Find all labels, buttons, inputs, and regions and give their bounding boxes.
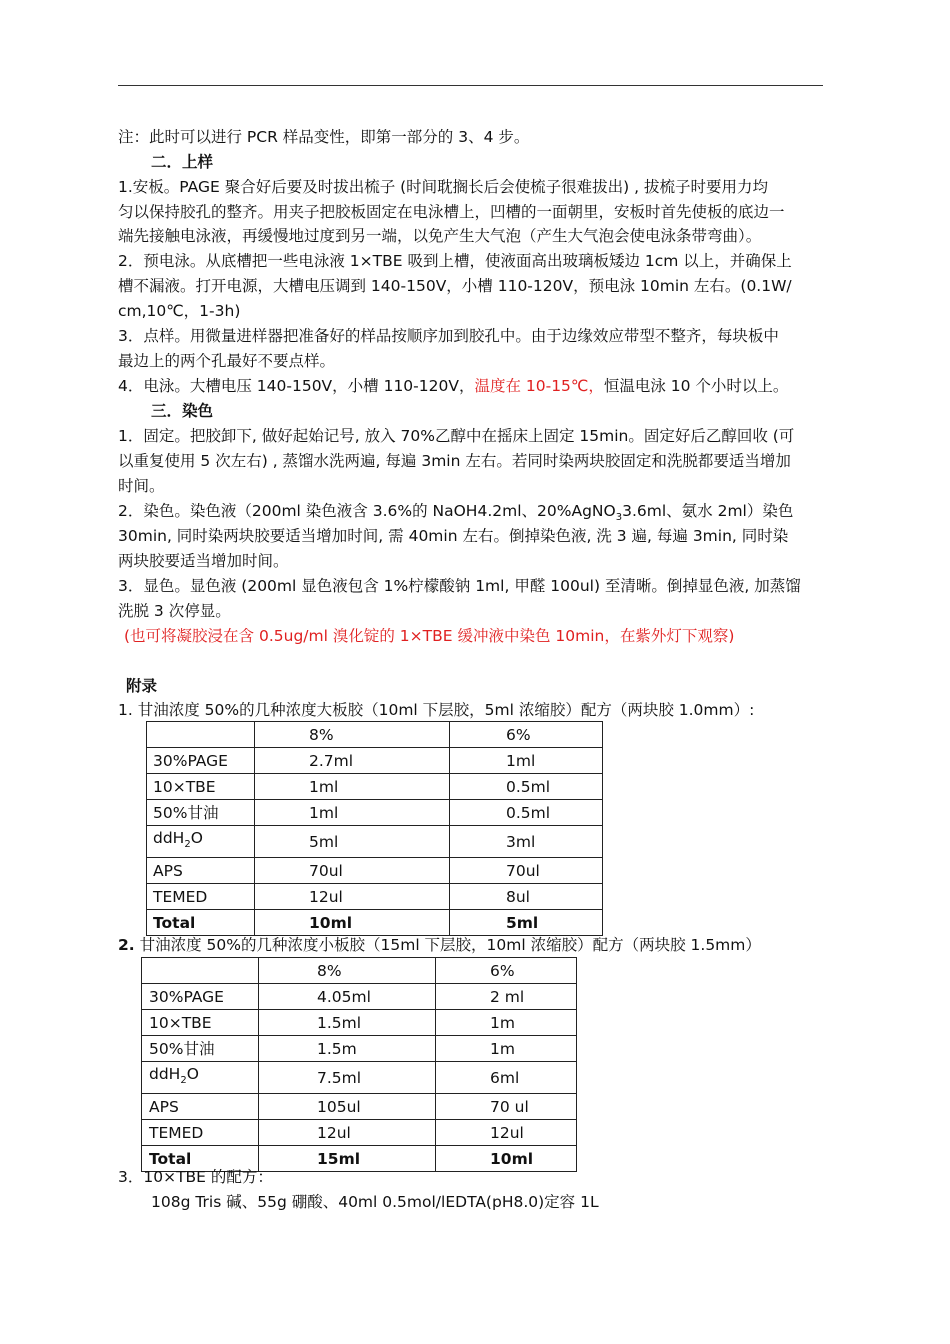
step4-line: 4．电泳。大槽电压 140-150V，小槽 110-120V，温度在 10-15℃，恒温电泳 10 个小时以上。 — [118, 377, 789, 395]
text-line: 两块胶要适当增加时间。 — [118, 552, 289, 570]
table-cell: APS — [147, 858, 255, 884]
text-line: 以重复使用 5 次左右) , 蒸馏水洗两遍, 每遍 3min 左右。若同时染两块胶固定和洗脱都要适当增加 — [118, 452, 791, 470]
table-cell: 105ul — [259, 1094, 436, 1120]
table-cell: 1m — [436, 1010, 577, 1036]
large-gel-recipe-table — [146, 721, 603, 936]
text-line: 匀以保持胶孔的整齐。用夹子把胶板固定在电泳槽上，凹槽的一面朝里，安板时首先使板的底边一 — [118, 203, 785, 221]
stain-line: 2．染色。染色液（200ml 染色液含 3.6%的 NaOH4.2ml、20%AgNO$_3$3.6ml、氨水 2ml）染色 — [118, 502, 794, 524]
table-cell: 70 ul — [436, 1094, 577, 1120]
table-cell: 10×TBE — [147, 774, 255, 800]
table-cell: 70ul — [255, 858, 450, 884]
table-row — [147, 774, 603, 800]
section-title-staining: 三．染色 — [151, 402, 214, 420]
table-cell: Total — [147, 910, 255, 936]
text-line: 1.安板。PAGE 聚合好后要及时拔出梳子 (时间耽搁长后会使梳子很难拔出) , 拔梳子时要用力均 — [118, 178, 769, 196]
table-cell: 70ul — [450, 858, 603, 884]
table-cell: 5ml — [450, 910, 603, 936]
table-cell: 8ul — [450, 884, 603, 910]
text-line: 30min, 同时染两块胶要适当增加时间, 需 40min 左右。倒掉染色液, 洗 3 遍, 每遍 3min, 同时染 — [118, 527, 789, 545]
note-line: 注：此时可以进行 PCR 样品变性，即第一部分的 3、4 步。 — [118, 128, 530, 146]
table-cell: 7.5ml — [259, 1062, 436, 1094]
table2-caption: 2. 甘油浓度 50%的几种浓度小板胶（15ml 下层胶，10ml 浓缩胶）配方（两块胶 1.5mm） — [118, 936, 761, 954]
table-cell: 5ml — [255, 826, 450, 858]
table-cell: 50%甘油 — [147, 800, 255, 826]
uv-staining-note: (也可将凝胶浸在含 0.5ug/ml 溴化锭的 1×TBE 缓冲液中染色 10min，在紫外灯下观察) — [124, 627, 735, 645]
table-row — [142, 1010, 577, 1036]
table-row — [142, 1120, 577, 1146]
tbe-recipe-text: 108g Tris 碱、55g 硼酸、40ml 0.5mol/lEDTA(pH8.0)定容 1L — [151, 1193, 599, 1211]
table-cell: 30%PAGE — [142, 984, 259, 1010]
small-gel-recipe-table — [141, 957, 577, 1172]
table-cell: 6ml — [436, 1062, 577, 1094]
appendix-title: 附录 — [126, 677, 158, 695]
table-row — [142, 984, 577, 1010]
text-line: 1．固定。把胶卸下, 做好起始记号, 放入 70%乙醇中在摇床上固定 15min。固定好后乙醇回收 (可 — [118, 427, 795, 445]
table-total-row — [147, 910, 603, 936]
table-cell: 8% — [259, 958, 436, 984]
table-cell: 12ul — [259, 1120, 436, 1146]
table-cell: 1.5m — [259, 1036, 436, 1062]
table-cell: 6% — [450, 722, 603, 748]
text-line: 最边上的两个孔最好不要点样。 — [118, 352, 336, 370]
table-cell: 0.5ml — [450, 800, 603, 826]
table-cell: Total — [142, 1146, 259, 1172]
table-cell: 12ul — [436, 1120, 577, 1146]
table-cell: 1ml — [255, 774, 450, 800]
table-cell: 10×TBE — [142, 1010, 259, 1036]
section-title-loading: 二．上样 — [151, 153, 214, 171]
table1-caption: 1. 甘油浓度 50%的几种浓度大板胶（10ml 下层胶，5ml 浓缩胶）配方（两块胶 1.0mm）: — [118, 701, 755, 719]
table-row — [147, 884, 603, 910]
text-line: 洗脱 3 次停显。 — [118, 602, 231, 620]
table-cell — [142, 958, 259, 984]
table-row — [142, 1062, 577, 1094]
table-cell: 1ml — [255, 800, 450, 826]
table-row — [142, 1036, 577, 1062]
text-line: 3．显色。显色液 (200ml 显色液包含 1%柠檬酸钠 1ml, 甲醛 100ul) 至清晰。倒掉显色液, 加蒸馏 — [118, 577, 801, 595]
text-line: 3．点样。用微量进样器把准备好的样品按顺序加到胶孔中。由于边缘效应带型不整齐，每块板中 — [118, 327, 779, 345]
table-cell: 3ml — [450, 826, 603, 858]
table-cell: 4.05ml — [259, 984, 436, 1010]
table-header-row — [147, 722, 603, 748]
table-cell: 8% — [255, 722, 450, 748]
table-row — [147, 800, 603, 826]
table-row — [147, 858, 603, 884]
table-cell: 10ml — [255, 910, 450, 936]
table-cell: 2.7ml — [255, 748, 450, 774]
table-cell: 6% — [436, 958, 577, 984]
table-cell: 30%PAGE — [147, 748, 255, 774]
text-line: cm,10℃，1-3h) — [118, 302, 241, 320]
table-cell: ddH$_2$O — [147, 826, 255, 858]
table-row — [147, 826, 603, 858]
table-row — [147, 748, 603, 774]
table-cell: 2 ml — [436, 984, 577, 1010]
text-line: 端先接触电泳液，再缓慢地过度到另一端，以免产生大气泡（产生大气泡会使电泳条带弯曲）。 — [118, 227, 762, 245]
table-cell: 1m — [436, 1036, 577, 1062]
table-cell: 1.5ml — [259, 1010, 436, 1036]
table-cell: 1ml — [450, 748, 603, 774]
text-line: 槽不漏液。打开电源，大槽电压调到 140-150V，小槽 110-120V，预电泳 10min 左右。(0.1W/ — [118, 277, 792, 295]
header-rule — [118, 85, 823, 86]
text-line: 时间。 — [118, 477, 165, 495]
temperature-highlight: 温度在 10-15℃， — [474, 377, 604, 395]
table-cell: TEMED — [142, 1120, 259, 1146]
table-cell — [147, 722, 255, 748]
table-cell: 50%甘油 — [142, 1036, 259, 1062]
table-cell: 10ml — [436, 1146, 577, 1172]
tbe-recipe-title: 3．10×TBE 的配方： — [118, 1168, 273, 1186]
table-cell: TEMED — [147, 884, 255, 910]
text-line: 2．预电泳。从底槽把一些电泳液 1×TBE 吸到上槽，使液面高出玻璃板矮边 1cm 以上，并确保上 — [118, 252, 792, 270]
table-cell: 15ml — [259, 1146, 436, 1172]
table-cell: 12ul — [255, 884, 450, 910]
table-cell: APS — [142, 1094, 259, 1120]
table-cell: 0.5ml — [450, 774, 603, 800]
table-header-row — [142, 958, 577, 984]
table-cell: ddH$_2$O — [142, 1062, 259, 1094]
table-row — [142, 1094, 577, 1120]
